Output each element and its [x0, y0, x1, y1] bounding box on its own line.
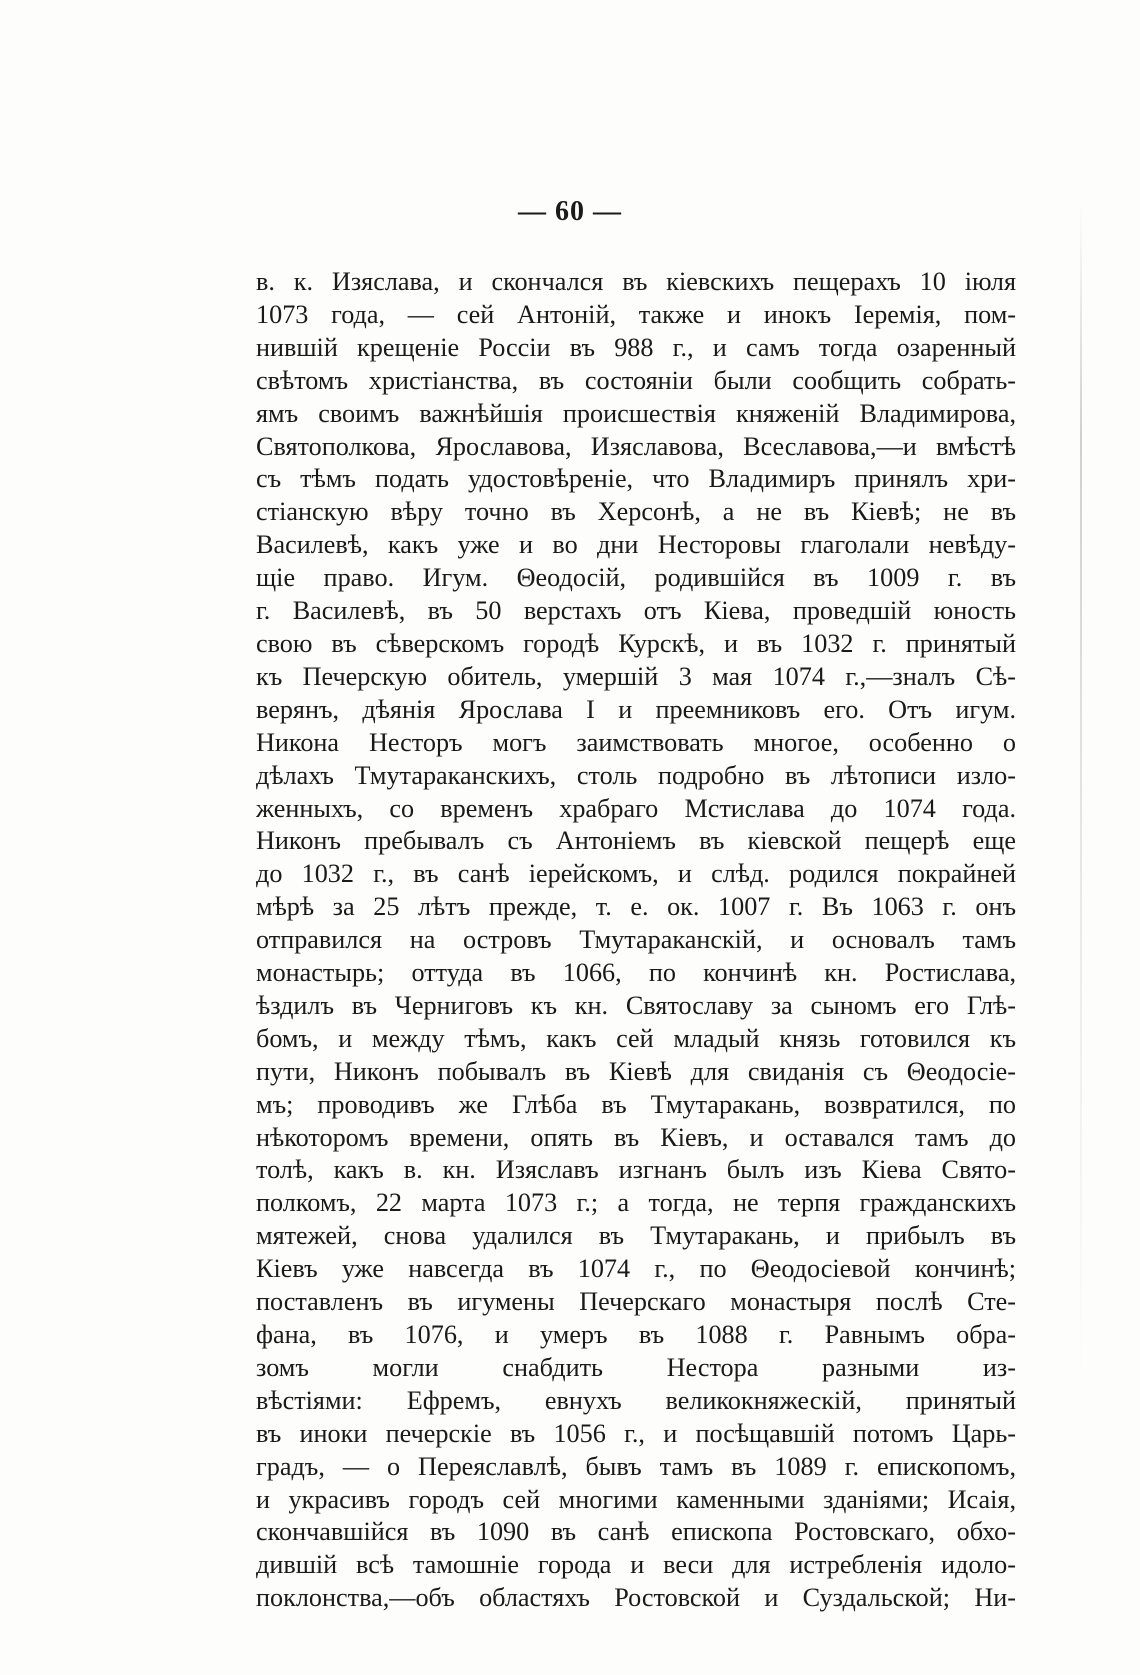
text-line: градъ, — о Переяславлѣ, бывъ тамъ въ 1089 г. епископомъ,	[256, 1451, 1016, 1481]
text-line: Василевѣ, какъ уже и во дни Несторовы глаголали невѣду-	[256, 530, 1016, 560]
text-line: ѣздилъ въ Черниговъ къ кн. Святославу за сыномъ его Глѣ-	[256, 990, 1016, 1020]
text-line: в. к. Изяслава, и скончался въ кіевскихъ пещерахъ 10 іюля	[256, 267, 1016, 296]
text-line: отправился на островъ Тмутараканскій, и основалъ тамъ	[256, 925, 1016, 955]
text-line: Никона Несторъ могъ заимствовать многое, особенно о	[256, 727, 1016, 757]
text-line: зомъ могли снабдить Нестора разными из-	[256, 1352, 1016, 1382]
text-line: Кіевъ уже навсегда въ 1074 г., по Θеодосіевой кончинѣ;	[256, 1254, 1016, 1284]
text-line: монастырь; оттуда въ 1066, по кончинѣ кн. Ростислава,	[256, 958, 1016, 988]
text-line: мѣрѣ за 25 лѣтъ прежде, т. е. ок. 1007 г. Въ 1063 г. онъ	[256, 892, 1016, 922]
text-line: г. Василевѣ, въ 50 верстахъ отъ Кіева, проведшій юность	[256, 596, 1016, 626]
text-line: къ Печерскую обитель, умершій 3 мая 1074 г.,—зналъ Сѣ-	[256, 661, 1016, 691]
text-line: мятежей, снова удалился въ Тмутаракань, и прибылъ въ	[256, 1221, 1016, 1251]
text-line: скончавшійся въ 1090 въ санѣ епископа Ростовскаго, обхо-	[256, 1517, 1016, 1547]
text-line: свою въ сѣверскомъ городѣ Курскѣ, и въ 1032 г. принятый	[256, 628, 1016, 658]
page-edge-shadow	[1080, 200, 1082, 1380]
text-line: женныхъ, со временъ храбраго Мстислава до 1074 года.	[256, 793, 1016, 823]
text-line: верянъ, дѣянія Ярослава I и преемниковъ его. Отъ игум.	[256, 694, 1016, 724]
text-line: свѣтомъ христіанства, въ состояніи были сообщить собрать-	[256, 365, 1016, 395]
text-line: въ иноки печерскіе въ 1056 г., и посѣщавшій потомъ Царь-	[256, 1418, 1016, 1448]
text-line: полкомъ, 22 марта 1073 г.; а тогда, не терпя гражданскихъ	[256, 1188, 1016, 1218]
text-line: 1073 года, — сей Антоній, также и инокъ Іеремія, пом-	[256, 299, 1016, 329]
text-line: стіанскую вѣру точно въ Херсонѣ, а не въ Кіевѣ; не въ	[256, 497, 1016, 527]
text-line: толѣ, какъ в. кн. Изяславъ изгнанъ былъ изъ Кіева Свято-	[256, 1155, 1016, 1185]
text-line: бомъ, и между тѣмъ, какъ сей младый князь готовился къ	[256, 1023, 1016, 1053]
text-line: съ тѣмъ подать удостовѣреніе, что Владимиръ принялъ хри-	[256, 464, 1016, 494]
text-line: поставленъ въ игумены Печерскаго монастыря послѣ Сте-	[256, 1287, 1016, 1317]
text-line: ямъ своимъ важнѣйшія происшествія княженій Владимирова,	[256, 398, 1016, 428]
text-line: Святополкова, Ярославова, Изяславова, Всеславова,—и вмѣстѣ	[256, 431, 1016, 461]
text-line: и украсивъ городъ сей многими каменными зданіями; Исаія,	[256, 1484, 1016, 1514]
body-text	[256, 266, 1016, 1615]
text-line: пути, Никонъ побывалъ въ Кіевѣ для свиданія съ Θеодосіе-	[256, 1056, 1016, 1086]
text-line: нившій крещеніе Россіи въ 988 г., и самъ тогда озаренный	[256, 332, 1016, 362]
text-line: до 1032 г., въ санѣ іерейскомъ, и слѣд. родился покрайней	[256, 859, 1016, 889]
text-line: дѣлахъ Тмутараканскихъ, столь подробно въ лѣтописи изло-	[256, 760, 1016, 790]
text-line: дившій всѣ тамошніе города и веси для истребленія идоло-	[256, 1550, 1016, 1580]
text-line: щіе право. Игум. Θеодосій, родившійся въ 1009 г. въ	[256, 563, 1016, 593]
text-line: Никонъ пребывалъ съ Антоніемъ въ кіевской пещерѣ еще	[256, 826, 1016, 856]
page-number: — 60 —	[518, 196, 622, 227]
text-line: поклонства,—объ областяхъ Ростовской и Суздальской; Ни-	[256, 1583, 1016, 1613]
text-line: вѣстіями: Ефремъ, евнухъ великокняжескій, принятый	[256, 1385, 1016, 1415]
text-line: мъ; проводивъ же Глѣба въ Тмутаракань, возвратился, по	[256, 1089, 1016, 1119]
text-line: фана, въ 1076, и умеръ въ 1088 г. Равнымъ обра-	[256, 1320, 1016, 1349]
text-line: нѣкоторомъ времени, опять въ Кіевъ, и оставался тамъ до	[256, 1122, 1016, 1152]
